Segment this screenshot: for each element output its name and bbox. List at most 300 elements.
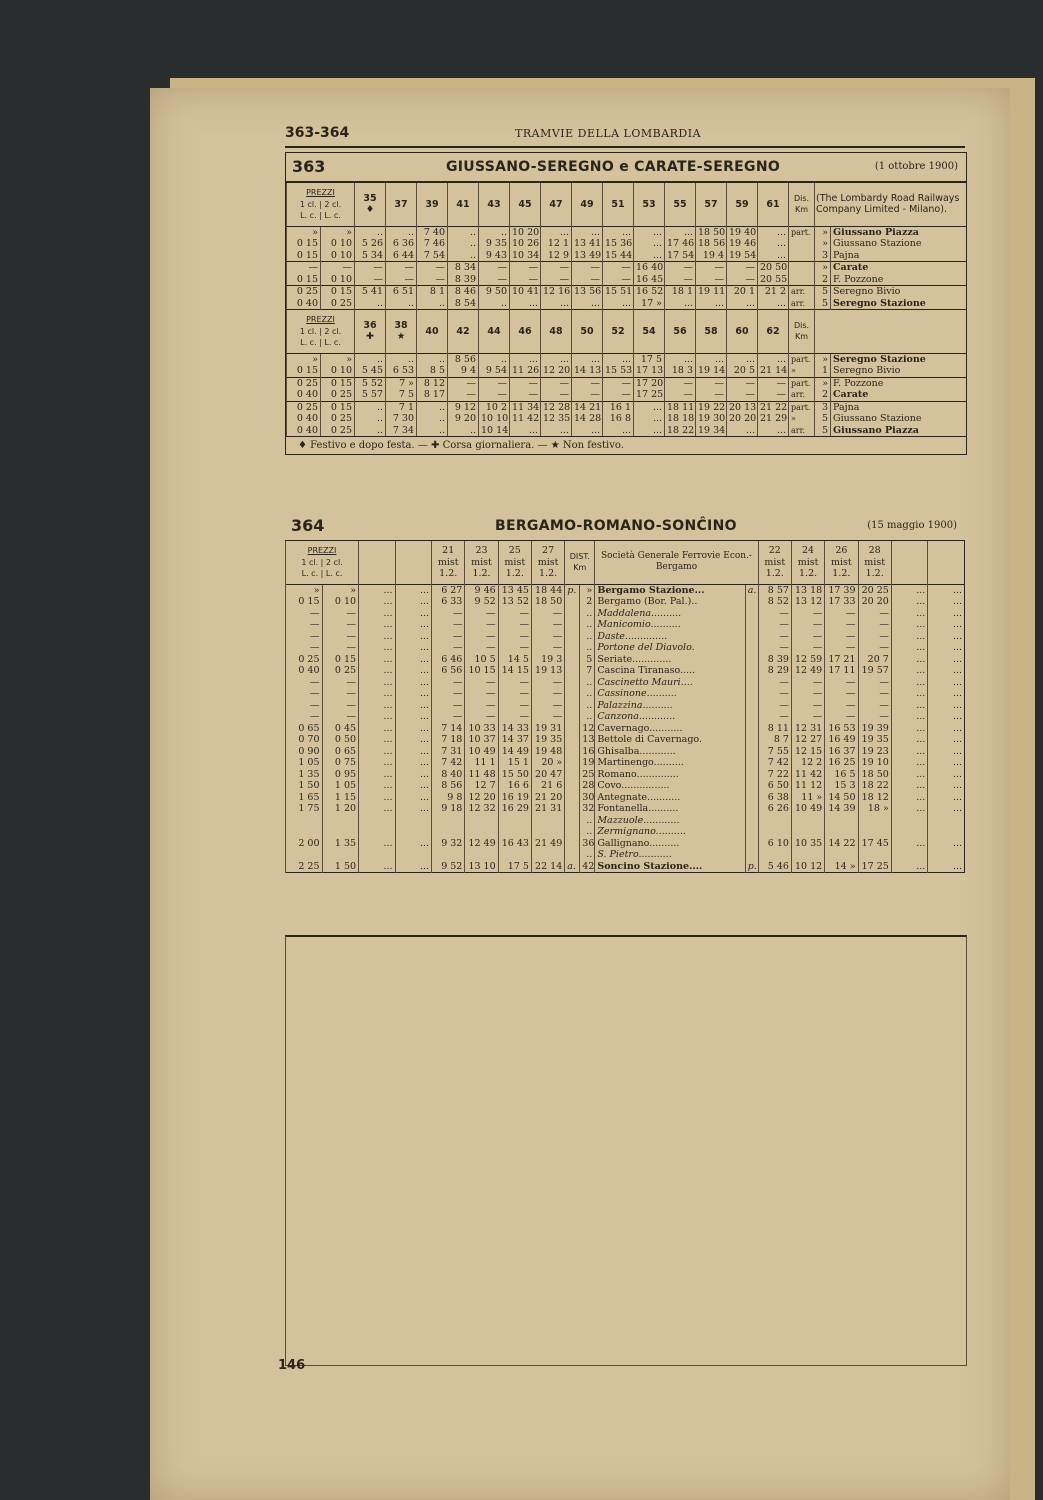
departure-time: — [791,688,824,700]
timetable-row [286,734,965,746]
train-type: mist [471,556,492,568]
empty-time: ... [359,723,396,735]
fare-2nd-class: » [321,353,355,365]
departure-time [791,815,824,827]
departure-time [531,815,564,827]
arr-dep-indicator: part. [789,226,815,238]
empty-time: ... [891,619,928,631]
departure-time: 18 » [858,803,891,815]
empty-time: ... [395,757,432,769]
departure-time: — [531,677,564,689]
departure-time: — [758,619,791,631]
departure-time: — [355,274,386,286]
departure-time: 10 49 [465,746,498,758]
empty-time: ... [891,654,928,666]
empty-time: ... [928,642,965,654]
empty-time: ... [891,769,928,781]
departure-time: ... [758,226,789,238]
station-name: Bergamo (Bor. Pal.).. [595,596,745,608]
empty-time: ... [359,584,396,596]
departure-time: 10 49 [791,803,824,815]
departure-time: 8 54 [448,298,479,310]
departure-time: 5 45 [355,365,386,377]
departure-time: 19 34 [696,425,727,437]
dep-arr-marker [565,700,580,712]
empty-time: ... [395,654,432,666]
departure-time: 13 56 [572,286,603,298]
distance-km: 7 [580,665,595,677]
station-name: Seriate............. [595,654,745,666]
departure-time: — [479,274,510,286]
prices-header [287,310,355,354]
departure-time: 6 36 [386,238,417,250]
timetable-row [287,250,967,262]
departure-time: — [531,619,564,631]
fare-1st-class: — [286,642,323,654]
train-type: mist [537,556,559,568]
daily-cross-icon: ✚ [366,331,374,343]
distance-km: 32 [580,803,595,815]
timetable-row [287,377,967,389]
departure-time: 14 21 [572,401,603,413]
empty-time: ... [395,711,432,723]
departure-time: — [665,274,696,286]
fare-1st-class: 1 65 [286,792,323,804]
arr-dep-indicator: arr. [789,286,815,298]
timetable-363-table [286,182,967,436]
header-page-range: 363-364 [285,125,350,141]
fare-1st-class: — [286,688,323,700]
timetable-row [287,226,967,238]
departure-time: — [531,700,564,712]
fare-1st-class [286,826,323,838]
distance-km: 5 [815,425,831,437]
distance-km: 5 [815,286,831,298]
train-number: 26 mist 1.2. [825,541,858,584]
departure-time: 8 56 [448,353,479,365]
empty-time: ... [395,619,432,631]
departure-time: ... [603,226,634,238]
departure-time: 11 26 [510,365,541,377]
timetable-row [286,608,965,620]
station-name: Carate [831,389,967,401]
departure-time: 6 46 [432,654,465,666]
timetable-row [286,584,965,596]
departure-time: 16 52 [634,286,665,298]
train-class: 1.2. [865,568,884,579]
departure-time [432,849,465,861]
departure-time: .. [417,425,448,437]
empty-time: ... [928,700,965,712]
distance-km: 2 [580,596,595,608]
timetable-row [287,401,967,413]
dep-arr-marker [745,631,758,643]
departure-time: — [531,688,564,700]
departure-time: 7 55 [758,746,791,758]
fare-1st-class: 0 40 [287,298,321,310]
empty-time: ... [891,780,928,792]
arr-dep-indicator [789,262,815,274]
departure-time: 7 42 [432,757,465,769]
departure-time: 5 41 [355,286,386,298]
departure-time: 18 11 [665,401,696,413]
station-name: Giussano Stazione [831,238,967,250]
departure-time: 19 4 [696,250,727,262]
departure-time [825,815,858,827]
station-name: Bergamo Stazione... [595,584,745,596]
timetable-row [287,413,967,425]
departure-time: — [386,274,417,286]
station-name: F. Pozzone [831,377,967,389]
departure-time: 18 22 [858,780,891,792]
departure-time: 15 51 [603,286,634,298]
departure-time: 12 15 [791,746,824,758]
departure-time: — [603,389,634,401]
departure-time: 5 46 [758,861,791,873]
departure-time: — [510,377,541,389]
fare-2nd-class: 1 35 [322,838,359,850]
distance-km: .. [580,711,595,723]
departure-time: — [465,642,498,654]
distance-km: .. [580,677,595,689]
timetable-row [287,274,967,286]
timetable-title: BERGAMO-ROMANO-SONĈINO [495,518,737,534]
empty-time: ... [359,688,396,700]
train-type: mist [797,556,819,568]
departure-time: ... [665,353,696,365]
departure-time: 16 53 [825,723,858,735]
departure-time: 16 1 [603,401,634,413]
departure-time: 6 53 [386,365,417,377]
empty-time: ... [395,803,432,815]
departure-time: — [858,700,891,712]
departure-time: 18 56 [696,238,727,250]
empty-time: ... [395,838,432,850]
departure-time: 7 22 [758,769,791,781]
train-number: 47 [541,183,572,227]
distance-km: » [815,262,831,274]
departure-time: ... [572,298,603,310]
km-label: Km [573,563,587,573]
departure-time: 5 26 [355,238,386,250]
fare-1st-class: 2 25 [286,861,323,873]
departure-time: 7 5 [386,389,417,401]
departure-time: .. [386,298,417,310]
departure-time: 9 20 [448,413,479,425]
empty-time [891,826,928,838]
departure-time: — [510,389,541,401]
departure-time: .. [417,401,448,413]
timetable-row [286,849,965,861]
train-number: 28 mist 1.2. [858,541,891,584]
departure-time: — [858,619,891,631]
departure-time: — [727,389,758,401]
departure-time [432,815,465,827]
departure-time: 7 40 [417,226,448,238]
timetable-row [287,425,967,437]
train-number: 38 ★ [386,310,417,354]
dep-arr-marker [565,803,580,815]
departure-time: 13 52 [498,596,531,608]
departure-time: — [432,642,465,654]
departure-time: 19 13 [531,665,564,677]
departure-time: ... [634,226,665,238]
empty-time [928,849,965,861]
empty-time: ... [891,861,928,873]
departure-time: ... [603,425,634,437]
departure-time: 18 50 [531,596,564,608]
timetable-row [286,826,965,838]
departure-time: — [858,688,891,700]
departure-time: 19 11 [696,286,727,298]
departure-time [531,826,564,838]
departure-time: 12 27 [791,734,824,746]
timetable-364 [285,512,965,873]
empty-time: ... [891,757,928,769]
departure-time: 17 25 [858,861,891,873]
departure-time: 21 31 [531,803,564,815]
empty-time: ... [928,861,965,873]
departure-time: — [417,262,448,274]
empty-time: ... [928,803,965,815]
fare-2nd-class [322,849,359,861]
departure-time: .. [355,413,386,425]
train-header-row [286,541,965,584]
fare-1st-class: 1 75 [286,803,323,815]
departure-time: 19 3 [531,654,564,666]
departure-time: 20 25 [858,584,891,596]
departure-time: — [498,700,531,712]
empty-time: ... [395,780,432,792]
departure-time: — [432,677,465,689]
departure-time: 16 49 [825,734,858,746]
departure-time: 17 11 [825,665,858,677]
departure-time: — [572,262,603,274]
fare-1st-class: 0 40 [287,425,321,437]
arr-dep-indicator: part. [789,377,815,389]
station-name: Canzona............ [595,711,745,723]
distance-km: » [815,377,831,389]
timetable-row [287,365,967,377]
empty-time: ... [359,780,396,792]
station-name: Daste.............. [595,631,745,643]
fare-2nd-class: — [322,677,359,689]
departure-time: — [541,274,572,286]
dep-arr-marker [745,688,758,700]
departure-time [498,815,531,827]
currency-labels: L. c. | L. c. [300,211,341,220]
train-type: mist [764,556,786,568]
empty-time: ... [928,838,965,850]
station-name: Giussano Piazza [831,425,967,437]
departure-time: 16 5 [825,769,858,781]
class-labels: 1 cl. | 2 cl. [301,557,343,567]
empty-time: ... [928,711,965,723]
station-name: Pajna [831,401,967,413]
empty-time: ... [359,608,396,620]
departure-time: 14 49 [498,746,531,758]
departure-time: 7 » [386,377,417,389]
distance-km: .. [580,608,595,620]
departure-time: ... [541,353,572,365]
departure-time: 18 3 [665,365,696,377]
distance-km: 3 [815,250,831,262]
departure-time: — [603,274,634,286]
departure-time: ... [665,298,696,310]
departure-time: — [572,389,603,401]
departure-time: 19 35 [858,734,891,746]
departure-time: — [825,642,858,654]
dep-arr-marker [565,654,580,666]
departure-time: 8 39 [758,654,791,666]
departure-time: 16 45 [634,274,665,286]
empty-time [359,826,396,838]
empty-time: ... [928,757,965,769]
dep-arr-marker [745,654,758,666]
departure-time: ... [572,226,603,238]
departure-time: 7 54 [417,250,448,262]
timetable-363 [285,152,967,455]
departure-time: 8 40 [432,769,465,781]
empty-time: ... [928,596,965,608]
departure-time: 14 33 [498,723,531,735]
timetable-row [286,619,965,631]
dep-arr-marker [565,631,580,643]
departure-time: — [541,262,572,274]
train-header-row [287,310,967,354]
fare-1st-class: — [286,608,323,620]
fare-2nd-class: 0 10 [322,596,359,608]
departure-time: 12 20 [465,792,498,804]
departure-time: — [665,262,696,274]
station-name: Fontanella.......... [595,803,745,815]
train-class: 1.2. [472,568,491,579]
dep-arr-marker [745,746,758,758]
dist-label: DIST. [569,551,590,561]
distance-km: 5 [815,413,831,425]
departure-time: 17 39 [825,584,858,596]
prices-label: PREZZI [306,188,335,197]
departure-time: ... [634,250,665,262]
empty-time: ... [928,792,965,804]
dep-arr-marker [565,642,580,654]
departure-time: 9 32 [432,838,465,850]
departure-time: 14 39 [825,803,858,815]
train-class: 1.2. [539,568,558,579]
departure-time: 12 28 [541,401,572,413]
departure-time: ... [510,298,541,310]
station-name: Zermignano.......... [595,826,745,838]
distance-km: 2 [815,274,831,286]
departure-time: 19 10 [858,757,891,769]
currency-labels: L. c. | L. c. [301,569,343,578]
station-name: S. Pietro........... [595,849,745,861]
distance-km: 2 [815,389,831,401]
fare-2nd-class: 0 15 [321,401,355,413]
departure-time: 16 19 [498,792,531,804]
departure-time: 20 13 [727,401,758,413]
dep-arr-marker: p. [745,861,758,873]
departure-time: — [465,688,498,700]
departure-time: 10 41 [510,286,541,298]
fare-2nd-class: 0 25 [321,389,355,401]
prices-label: PREZZI [306,315,335,324]
departure-time: 14 22 [825,838,858,850]
empty-time: ... [891,700,928,712]
arr-dep-indicator [789,238,815,250]
fare-1st-class: 0 15 [287,238,321,250]
departure-time: 12 59 [791,654,824,666]
departure-time: — [603,377,634,389]
train-number: 22 mist 1.2. [758,541,791,584]
departure-time: 8 12 [417,377,448,389]
departure-time: 20 » [531,757,564,769]
fare-2nd-class: — [322,711,359,723]
departure-time: 11 » [791,792,824,804]
departure-time [791,826,824,838]
fare-1st-class: — [286,631,323,643]
departure-time: — [432,688,465,700]
departure-time: 13 18 [791,584,824,596]
non-festivo-star-icon: ★ [396,331,406,343]
timetable-row [286,654,965,666]
departure-time: .. [448,250,479,262]
departure-time: — [498,677,531,689]
departure-time: — [858,711,891,723]
departure-time: 8 57 [758,584,791,596]
departure-time: — [479,262,510,274]
departure-time: 17 21 [825,654,858,666]
empty-time: ... [891,596,928,608]
timetable-date: (1 ottobre 1900) [874,161,958,172]
timetable-row [286,780,965,792]
departure-time: .. [417,413,448,425]
distance-km: 1 [815,365,831,377]
departure-time: ... [603,298,634,310]
departure-time: — [498,608,531,620]
dep-arr-marker [565,723,580,735]
empty-time: ... [395,792,432,804]
departure-time: .. [479,353,510,365]
departure-time: 6 51 [386,286,417,298]
departure-time: — [479,377,510,389]
departure-time: 12 2 [791,757,824,769]
prices-label: PREZZI [307,546,337,555]
train-number: 25 mist 1.2. [498,541,531,584]
fare-1st-class: — [286,711,323,723]
departure-time: 12 20 [541,365,572,377]
empty-time: ... [359,665,396,677]
empty-time: ... [891,792,928,804]
departure-time: — [825,688,858,700]
departure-time: 10 2 [479,401,510,413]
distance-km: » [815,238,831,250]
empty-time [395,826,432,838]
departure-time: 9 35 [479,238,510,250]
departure-time: 7 46 [417,238,448,250]
distance-km: .. [580,849,595,861]
departure-time: 8 11 [758,723,791,735]
fare-2nd-class: — [322,642,359,654]
departure-time: 12 9 [541,250,572,262]
station-name: F. Pozzone [831,274,967,286]
arr-dep-indicator: » [789,413,815,425]
empty-time: ... [395,642,432,654]
departure-time: 9 52 [432,861,465,873]
station-name: Seregno Stazione [831,353,967,365]
departure-time: 12 32 [465,803,498,815]
empty-time [891,849,928,861]
